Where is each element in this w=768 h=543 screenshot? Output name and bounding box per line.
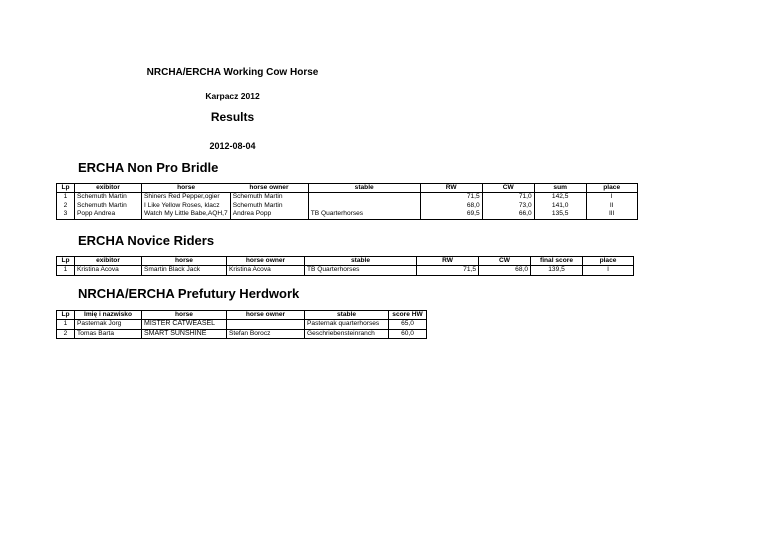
cell-final-score: 139,5 [531,266,583,275]
col-place: place [586,184,637,193]
section-title-prefutury-herdwork: NRCHA/ERCHA Prefutury Herdwork [78,286,300,301]
col-horse: horse [142,184,231,193]
cell-horse-owner: Kristina Acova [227,266,305,275]
results-table-non-pro-bridle [56,183,638,220]
cell-lp: 3 [57,210,75,219]
col-stable: stable [305,311,389,320]
cell-exibitor: Schemuth Martin [75,193,142,202]
cell-horse-owner [227,320,305,329]
col-place: place [583,257,634,266]
cell-cw: 68,0 [479,266,531,275]
cell-stable: TB Quarterhorses [308,210,420,219]
col-score-hw: score HW [389,311,427,320]
cell-rw: 68,0 [420,202,482,210]
table-row [57,210,638,219]
col-exibitor: exibitor [75,184,142,193]
cell-rw: 71,5 [420,193,482,202]
cell-exibitor: Schemuth Martin [75,202,142,210]
table-row [57,193,638,202]
section-title-non-pro-bridle: ERCHA Non Pro Bridle [78,160,219,175]
cell-horse-owner: Schemuth Martin [230,193,308,202]
col-final-score: final score [531,257,583,266]
col-sum: sum [534,184,586,193]
cell-sum: 141,0 [534,202,586,210]
cell-lp: 2 [57,202,75,210]
results-table-prefutury-herdwork [56,310,427,339]
col-rw: RW [417,257,479,266]
col-lp: Lp [57,184,75,193]
col-lp: Lp [57,257,75,266]
cell-name: Tomas Barta [75,329,142,338]
cell-cw: 66,0 [482,210,534,219]
location-year: Karpacz 2012 [205,91,260,101]
cell-horse-owner: Stefan Borocz [227,329,305,338]
cell-exibitor: Popp Andrea [75,210,142,219]
col-horse-owner: horse owner [227,311,305,320]
table-header-row [57,184,638,193]
event-date: 2012-08-04 [209,141,256,151]
col-lp: Lp [57,311,75,320]
cell-horse-owner: Schemuth Martin [230,202,308,210]
cell-rw: 69,5 [420,210,482,219]
results-table-novice-riders [56,256,634,276]
cell-stable [308,193,420,202]
col-rw: RW [420,184,482,193]
cell-horse: Watch My Little Babe,AQH,7 [142,210,231,219]
cell-lp: 1 [57,266,75,275]
col-horse-owner: horse owner [230,184,308,193]
cell-name: Pasternak Jorg [75,320,142,329]
cell-lp: 2 [57,329,75,338]
cell-stable [308,202,420,210]
cell-horse-owner: Andrea Popp [230,210,308,219]
cell-exibitor: Kristina Acova [75,266,142,275]
col-horse: horse [142,257,227,266]
cell-stable: TB Quarterhorses [305,266,417,275]
table-header-row [57,257,634,266]
col-cw: CW [479,257,531,266]
cell-cw: 73,0 [482,202,534,210]
cell-sum: 142,5 [534,193,586,202]
cell-place: II [586,202,637,210]
col-name: Imię i nazwisko [75,311,142,320]
cell-horse: Shiners Red Pepper,ogier [142,193,231,202]
results-heading: Results [210,110,255,124]
table-row [57,266,634,275]
cell-cw: 71,0 [482,193,534,202]
cell-score-hw: 65,0 [389,320,427,329]
col-exibitor: exibitor [75,257,142,266]
col-horse-owner: horse owner [227,257,305,266]
table-row [57,202,638,210]
cell-horse: Smartin Black Jack [142,266,227,275]
cell-place: I [586,193,637,202]
col-horse: horse [142,311,227,320]
cell-place: III [586,210,637,219]
table-header-row [57,311,427,320]
cell-place: I [583,266,634,275]
cell-horse: MISTER CATWEASEL [142,320,227,329]
cell-rw: 71,5 [417,266,479,275]
table-row [57,320,427,329]
cell-stable: Geschriebensteinranch [305,329,389,338]
table-row [57,329,427,338]
col-stable: stable [305,257,417,266]
cell-lp: 1 [57,193,75,202]
col-stable: stable [308,184,420,193]
cell-stable: Pasternak quarterhorses [305,320,389,329]
section-title-novice-riders: ERCHA Novice Riders [78,233,215,248]
cell-score-hw: 60,0 [389,329,427,338]
col-cw: CW [482,184,534,193]
document-title: NRCHA/ERCHA Working Cow Horse [146,67,319,78]
cell-lp: 1 [57,320,75,329]
cell-horse: SMART SUNSHINE [142,329,227,338]
cell-sum: 135,5 [534,210,586,219]
cell-horse: I Like Yellow Roses, klacz [142,202,231,210]
